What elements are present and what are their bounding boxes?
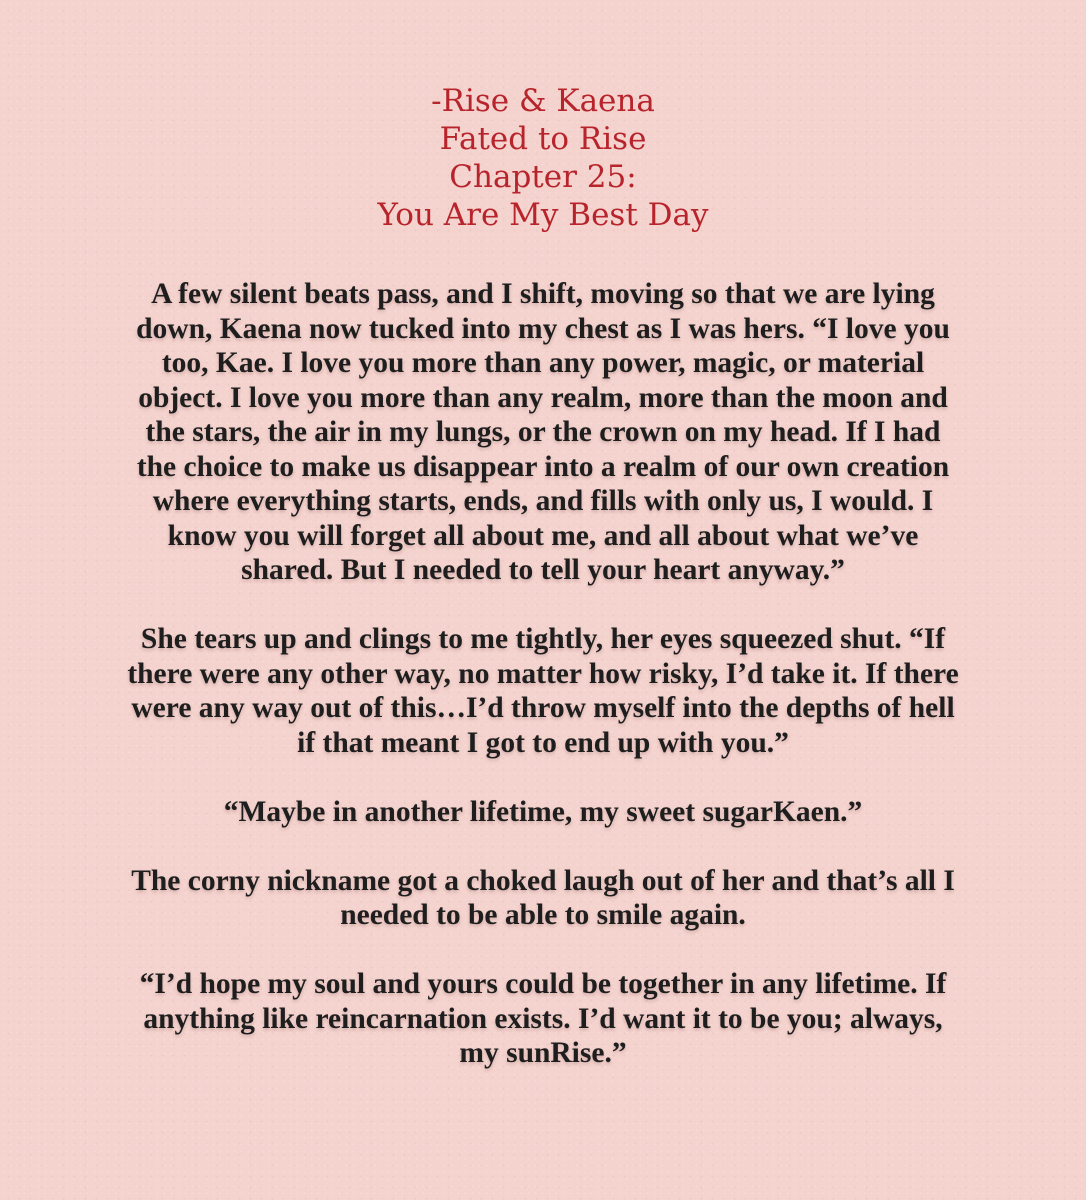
text-line: were any way out of this…I’d throw myself into the depths of hell [131, 692, 955, 724]
paragraph-2 [40, 622, 1046, 760]
paragraph-3 [40, 795, 1046, 830]
chapter-title: You Are My Best Day [377, 197, 709, 233]
text-line: too, Kae. I love you more than any power, magic, or material [161, 347, 925, 379]
text-line: A few silent beats pass, and I shift, moving so that we are lying [151, 278, 935, 310]
text-line: there were any other way, no matter how risky, I’d take it. If there [127, 657, 959, 690]
paragraph-1 [40, 277, 1046, 588]
text-line: shared. But I needed to tell your heart anyway.” [241, 554, 845, 586]
text-line: my sunRise.” [459, 1037, 627, 1069]
story-body [40, 277, 1046, 1105]
text-line: needed to be able to smile again. [340, 899, 746, 931]
text-line: “I’d hope my soul and yours could be together in any lifetime. If [139, 968, 947, 1000]
text-line: the choice to make us disappear into a realm of our own creation [136, 450, 950, 483]
text-line: if that meant I got to end up with you.” [297, 726, 789, 759]
chapter-header [0, 82, 1086, 234]
paragraph-4 [40, 864, 1046, 933]
text-line: down, Kaena now tucked into my chest as I was hers. “I love you [136, 312, 950, 345]
text-line: know you will forget all about me, and all about what we’ve [167, 519, 919, 552]
chapter-number: Chapter 25: [449, 159, 637, 195]
text-line: where everything starts, ends, and fills with only us, I would. I [152, 485, 934, 517]
text-line: object. I love you more than any realm, more than the moon and [138, 381, 948, 414]
text-line: She tears up and clings to me tightly, her eyes squeezed shut. “If [140, 623, 946, 655]
book-title: Fated to Rise [439, 121, 647, 157]
text-line: anything like reincarnation exists. I’d want it to be you; always, [143, 1002, 943, 1035]
text-line: the stars, the air in my lungs, or the crown on my head. If I had [145, 416, 941, 448]
author-credit: -Rise & Kaena [431, 83, 655, 119]
paragraph-5 [40, 967, 1046, 1071]
text-line: “Maybe in another lifetime, my sweet sugarKaen.” [223, 795, 863, 828]
text-line: The corny nickname got a choked laugh out of her and that’s all I [131, 864, 955, 897]
